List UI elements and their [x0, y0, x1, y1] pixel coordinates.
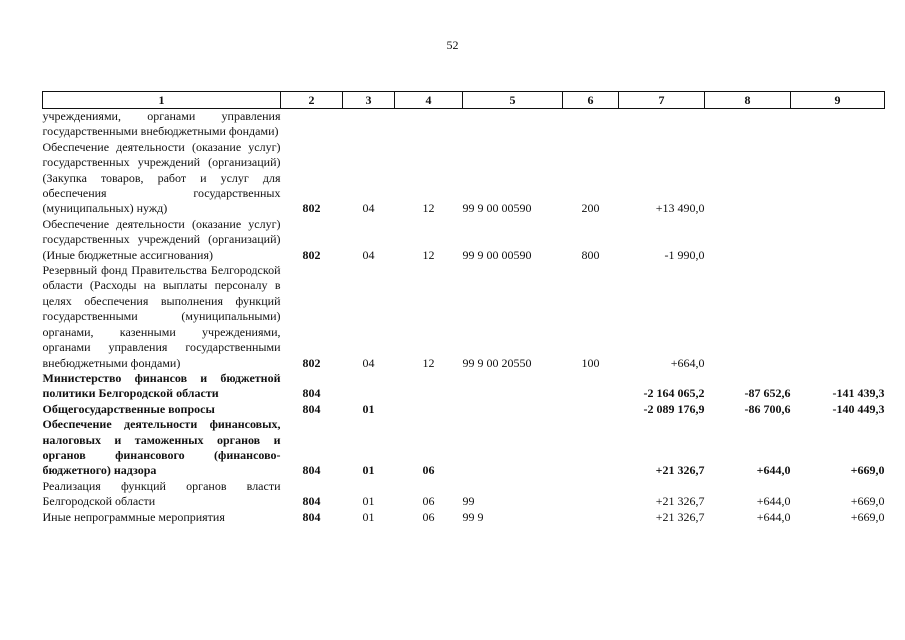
cell-col8	[705, 263, 791, 371]
cell-gv: 804	[302, 509, 321, 524]
cell-cs: 99 9	[462, 509, 484, 524]
cell-podrazdel	[395, 402, 463, 417]
cell-gv: 804	[302, 386, 321, 401]
table-row	[43, 402, 885, 417]
budget-table	[42, 91, 885, 525]
column-header: 9	[791, 92, 885, 109]
cell-gv: 802	[302, 201, 321, 216]
cell-razdel: 04	[362, 247, 375, 262]
cell-vr: 800	[581, 247, 600, 262]
cell-col7: -1 990,0	[664, 247, 705, 262]
cell-vr	[563, 479, 619, 510]
cell-podrazdel: 06	[422, 463, 435, 478]
cell-razdel: 01	[362, 509, 375, 524]
cell-razdel: 01	[362, 401, 375, 416]
cell-gv	[281, 109, 343, 140]
cell-podrazdel: 06	[422, 509, 435, 524]
cell-col7: +13 490,0	[655, 201, 705, 216]
cell-col9	[791, 109, 885, 140]
table-row	[43, 263, 885, 371]
row-name: Резервный фонд Правительства Белгородской области (Расходы на выплаты персоналу в целях обеспечения выполнения функций государственными (муниципальными) органами, казенными учреждениями, органами управления государственными внебюджетными фондами)	[42, 263, 281, 370]
cell-vr	[563, 417, 619, 479]
cell-col9: -141 439,3	[832, 386, 885, 401]
column-header: 5	[463, 92, 563, 109]
column-header: 6	[563, 92, 619, 109]
cell-razdel: 04	[362, 201, 375, 216]
cell-cs	[463, 402, 563, 417]
cell-col8: +644,0	[756, 463, 791, 478]
cell-col8	[705, 217, 791, 263]
cell-razdel: 01	[362, 494, 375, 509]
cell-col9	[791, 140, 885, 217]
cell-podrazdel	[395, 109, 463, 140]
row-name: Общегосударственные вопросы	[42, 401, 215, 416]
cell-vr: 200	[581, 201, 600, 216]
cell-col9	[791, 263, 885, 371]
table-row	[43, 479, 885, 510]
cell-col8	[705, 109, 791, 140]
cell-col7	[619, 109, 705, 140]
table-row	[43, 140, 885, 217]
cell-gv: 802	[302, 247, 321, 262]
cell-cs	[463, 109, 563, 140]
cell-razdel	[343, 371, 395, 402]
row-name: Обеспечение деятельности (оказание услуг) государственных учреждений (организаций) (Иные бюджетные ассигнования)	[42, 216, 281, 262]
cell-gv: 804	[302, 463, 321, 478]
page-number: 52	[446, 38, 459, 52]
cell-col8: +644,0	[756, 509, 791, 524]
cell-gv: 804	[302, 401, 321, 416]
row-name: Обеспечение деятельности (оказание услуг) государственных учреждений (организаций) (Закупка товаров, работ и услуг для обеспечения государственных (муниципальных) нужд)	[42, 139, 281, 216]
cell-col7: +21 326,7	[655, 509, 705, 524]
cell-col8: -86 700,6	[744, 401, 791, 416]
row-name: Министерство финансов и бюджетной политики Белгородской области	[42, 370, 281, 401]
column-header: 4	[395, 92, 463, 109]
row-name: Иные непрограммные мероприятия	[42, 509, 225, 524]
cell-vr	[563, 402, 619, 417]
cell-cs: 99 9 00 20550	[462, 355, 532, 370]
cell-cs	[463, 371, 563, 402]
cell-podrazdel: 12	[422, 201, 435, 216]
column-header: 8	[705, 92, 791, 109]
cell-col9: +669,0	[850, 509, 885, 524]
cell-vr	[563, 510, 619, 525]
cell-razdel	[343, 109, 395, 140]
cell-col7: -2 089 176,9	[643, 401, 705, 416]
cell-col8: +644,0	[756, 494, 791, 509]
table-row	[43, 371, 885, 402]
row-name: учреждениями, органами управления государственными внебюджетными фондами)	[42, 109, 281, 139]
table-header-row	[43, 92, 885, 109]
column-header: 3	[343, 92, 395, 109]
cell-col7: +664,0	[670, 355, 705, 370]
table-row	[43, 510, 885, 525]
column-header: 1	[43, 92, 281, 109]
cell-cs: 99 9 00 00590	[462, 201, 532, 216]
table-row	[43, 109, 885, 140]
cell-podrazdel	[395, 371, 463, 402]
cell-cs	[463, 417, 563, 479]
table-row	[43, 217, 885, 263]
cell-razdel: 01	[362, 463, 375, 478]
row-name: Обеспечение деятельности финансовых, налоговых и таможенных органов и органов финансового (финансово-бюджетного) надзора	[42, 417, 281, 478]
cell-col9	[791, 217, 885, 263]
cell-gv: 802	[302, 355, 321, 370]
cell-vr: 100	[581, 355, 600, 370]
cell-gv: 804	[302, 494, 321, 509]
cell-vr	[563, 109, 619, 140]
cell-cs: 99 9 00 00590	[462, 247, 532, 262]
cell-podrazdel: 12	[422, 247, 435, 262]
cell-col8	[705, 140, 791, 217]
column-header: 2	[281, 92, 343, 109]
cell-podrazdel: 06	[422, 494, 435, 509]
cell-razdel: 04	[362, 355, 375, 370]
cell-col7: +21 326,7	[655, 463, 705, 478]
row-name: Реализация функций органов власти Белгородской области	[42, 478, 281, 509]
cell-col7: +21 326,7	[655, 494, 705, 509]
cell-vr	[563, 371, 619, 402]
cell-podrazdel: 12	[422, 355, 435, 370]
column-header: 7	[619, 92, 705, 109]
cell-col8: -87 652,6	[744, 386, 791, 401]
table-row	[43, 417, 885, 479]
cell-col9: +669,0	[850, 463, 885, 478]
cell-cs: 99	[462, 494, 475, 509]
cell-col9: -140 449,3	[832, 401, 885, 416]
cell-col7: -2 164 065,2	[643, 386, 705, 401]
cell-col9: +669,0	[850, 494, 885, 509]
